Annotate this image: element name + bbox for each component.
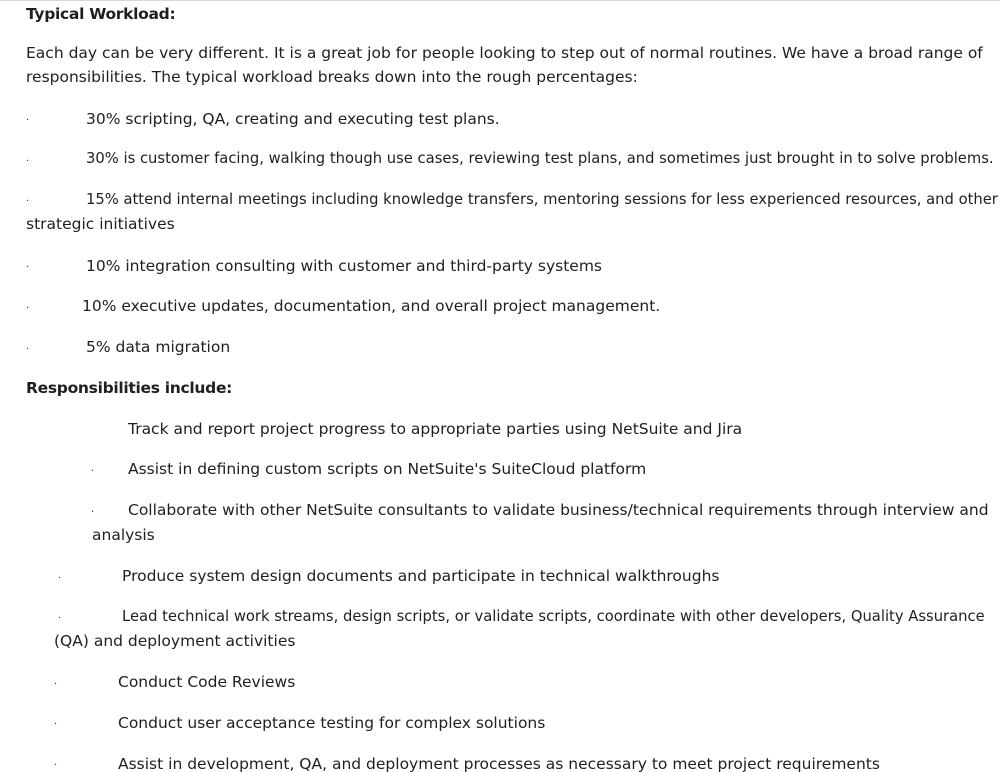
responsibility-item-design-documents: Produce system design documents and participate in technical walkthroughs (122, 567, 720, 585)
workload-item-meetings-line-1: 15% attend internal meetings including knowledge transfers, mentoring sessions for less experienced resources, and other (86, 191, 998, 208)
intro-line-2: responsibilities. The typical workload breaks down into the rough percentages: (26, 68, 638, 86)
responsibility-item-uat: Conduct user acceptance testing for complex solutions (118, 714, 546, 732)
bullet-dot: · (26, 115, 30, 126)
intro-line-1: Each day can be very different. It is a great job for people looking to step out of normal routines. We have a broad range of (26, 44, 983, 62)
responsibility-item-collaborate-line-2: analysis (92, 526, 155, 544)
responsibility-item-lead-technical-line-1: Lead technical work streams, design scripts, or validate scripts, coordinate with other developers, Quality Assurance (122, 608, 985, 625)
bullet-dot: · (26, 303, 30, 314)
heading-responsibilities: Responsibilities include: (26, 379, 233, 397)
top-divider (0, 0, 1000, 1)
bullet-dot: · (91, 466, 95, 477)
bullet-dot: · (58, 613, 62, 624)
bullet-dot: · (91, 507, 95, 518)
responsibility-item-track-report: Track and report project progress to appropriate parties using NetSuite and Jira (128, 420, 743, 438)
workload-item-data-migration: 5% data migration (86, 338, 231, 356)
bullet-dot: · (54, 760, 58, 771)
responsibility-item-assist-development: Assist in development, QA, and deployment processes as necessary to meet project requirements (118, 755, 880, 772)
bullet-dot: · (26, 262, 30, 273)
workload-item-scripting: 30% scripting, QA, creating and executing test plans. (86, 110, 500, 128)
bullet-dot: · (26, 344, 30, 355)
bullet-dot: · (58, 573, 62, 584)
responsibility-item-collaborate-line-1: Collaborate with other NetSuite consultants to validate business/technical requirements through interview and (128, 501, 989, 519)
responsibility-item-lead-technical-line-2: (QA) and deployment activities (54, 632, 296, 650)
workload-item-customer-facing: 30% is customer facing, walking though use cases, reviewing test plans, and sometimes just brought in to solve problems. (86, 150, 994, 167)
bullet-dot: · (54, 719, 58, 730)
responsibility-item-custom-scripts: Assist in defining custom scripts on NetSuite's SuiteCloud platform (128, 460, 647, 478)
bullet-dot: · (26, 156, 30, 167)
workload-item-integration: 10% integration consulting with customer and third-party systems (86, 257, 603, 275)
workload-item-meetings-line-2: strategic initiatives (26, 215, 175, 233)
responsibility-item-code-reviews: Conduct Code Reviews (118, 673, 296, 691)
bullet-dot: · (26, 196, 30, 207)
workload-item-executive-updates: 10% executive updates, documentation, and overall project management. (82, 297, 661, 315)
bullet-dot: · (54, 679, 58, 690)
heading-typical-workload: Typical Workload: (26, 5, 176, 23)
